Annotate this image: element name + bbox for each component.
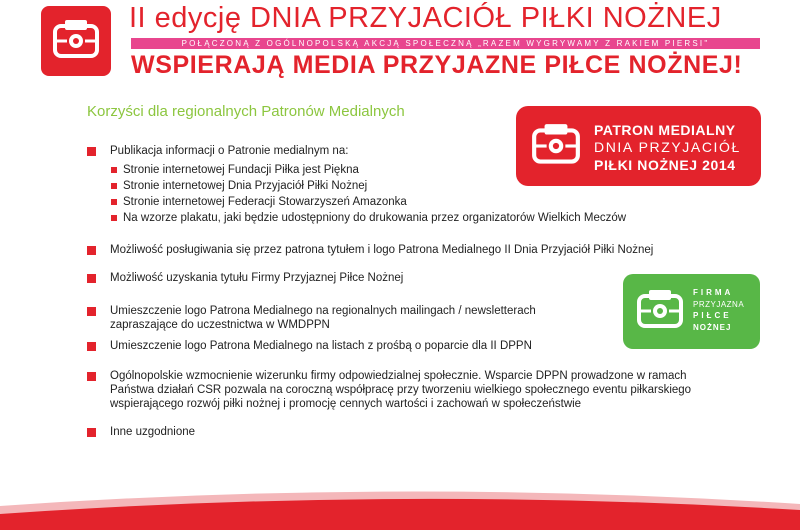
benefit-4-line2: zapraszające do uczestnictwa w WMDPPN: [110, 319, 330, 331]
benefit-2-text: Możliwość posługiwania się przez patrona tytułem i logo Patrona Medialnego II Dnia Przyjaciół Piłki Nożnej: [110, 244, 654, 256]
firma-badge-line3: PIŁCE: [693, 311, 732, 320]
section-title: Korzyści dla regionalnych Patronów Medialnych: [87, 103, 405, 120]
logo-football-icon: [51, 16, 101, 66]
patron-badge-line1: PATRON MEDIALNY: [594, 122, 736, 138]
main-logo: [41, 6, 111, 76]
benefit-1-sub-1: Stronie internetowej Fundacji Piłka jest Piękna: [123, 164, 359, 176]
benefit-1-text: Publikacja informacji o Patronie medialnym na:: [110, 145, 349, 157]
benefit-3-text: Możliwość uzyskania tytułu Firmy Przyjaznej Piłce Nożnej: [110, 272, 404, 284]
benefit-7-text: Inne uzgodnione: [110, 426, 196, 438]
bullet-square-icon: [87, 372, 96, 381]
benefit-6-line1: Ogólnopolskie wzmocnienie wizerunku firmy odpowiedzialnej społecznie. Wsparcie DPPN prowadzone w ramach: [110, 370, 687, 382]
benefit-5-text: Umieszczenie logo Patrona Medialnego na listach z prośbą o poparcie dla II DPPN: [110, 340, 532, 352]
benefit-1-sub-3: Stronie internetowej Federacji Stowarzyszeń Amazonka: [123, 196, 407, 208]
header-title: II edycję DNIA PRZYJACIÓŁ PIŁKI NOŻNEJ: [129, 2, 722, 34]
bullet-square-icon: [87, 274, 96, 283]
firma-badge: [623, 274, 760, 349]
benefit-6-line3: wspierającego rozwój piłki nożnej i promocję cennych wartości i zachowań w społeczeństwie: [110, 398, 582, 410]
benefit-6-line2: Państwa działań CSR pozwala na coroczną współpracę przy tworzeniu wielkiego społecznego eventu piłkarskiego: [110, 384, 692, 396]
patron-badge-line3: PIŁKI NOŻNEJ 2014: [594, 157, 736, 173]
benefit-1-sub-2: Stronie internetowej Dnia Przyjaciół Piłki Nożnej: [123, 180, 368, 192]
bullet-square-icon: [87, 246, 96, 255]
bullet-square-icon: [87, 147, 96, 156]
logo-football-icon: [530, 120, 582, 172]
bullet-square-icon: [111, 199, 117, 205]
patron-badge-line2: DNIA PRZYJACIÓŁ: [594, 139, 741, 155]
firma-badge-line4: NOŻNEJ: [693, 323, 732, 332]
bullet-square-icon: [87, 428, 96, 437]
bullet-square-icon: [111, 183, 117, 189]
footer-wave: [0, 478, 800, 530]
logo-football-icon: [635, 286, 685, 336]
benefit-1-sub-4: Na wzorze plakatu, jaki będzie udostępniony do drukowania przez organizatorów Wielkich Meczów: [123, 212, 627, 224]
bullet-square-icon: [111, 167, 117, 173]
header-headline: WSPIERAJĄ MEDIA PRZYJAZNE PIŁCE NOŻNEJ!: [131, 51, 743, 79]
bullet-square-icon: [111, 215, 117, 221]
header-subtitle-bar: POŁĄCZONĄ Z OGÓLNOPOLSKĄ AKCJĄ SPOŁECZNĄ „RAZEM WYGRYWAMY Z RAKIEM PIERSI": [131, 38, 760, 49]
firma-badge-line2: PRZYJAZNA: [693, 300, 745, 309]
benefit-4-line1: Umieszczenie logo Patrona Medialnego na regionalnych mailingach / newsletterach: [110, 305, 536, 317]
bullet-square-icon: [87, 307, 96, 316]
firma-badge-line1: FIRMA: [693, 288, 734, 297]
bullet-square-icon: [87, 342, 96, 351]
patron-badge: [516, 106, 761, 186]
